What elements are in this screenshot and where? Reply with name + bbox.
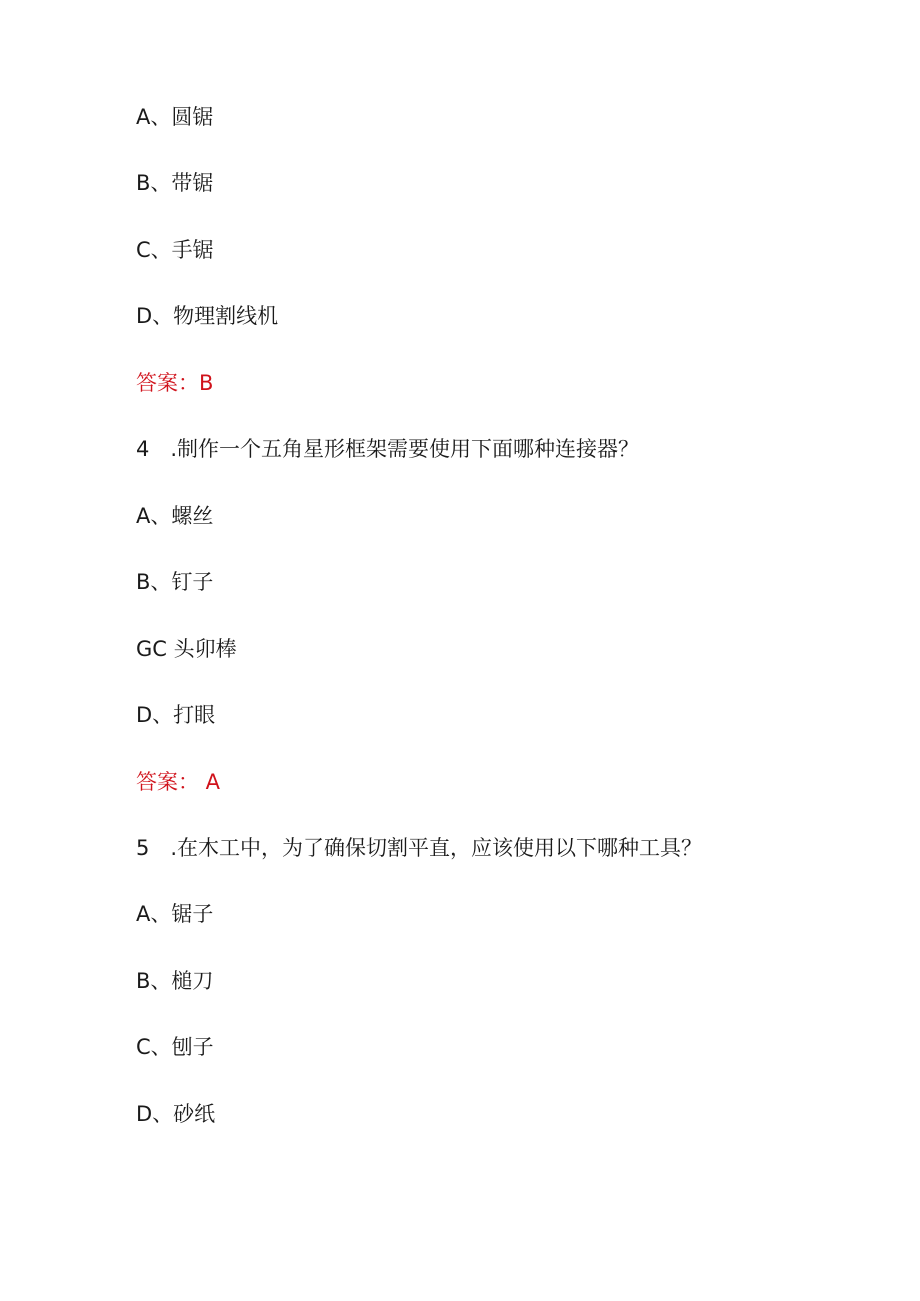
q5-option-a: A、锯子 [136,902,214,926]
q4-answer: 答案： A [136,770,221,794]
q4-question: 4 .制作一个五角星形框架需要使用下面哪种连接器？ [136,437,640,461]
q3-option-a: A、圆锯 [136,105,214,129]
q4-option-c: GC 头卯棒 [136,637,237,661]
q4-option-a: A、螺丝 [136,504,214,528]
q5-option-b: B、槌刀 [136,969,214,993]
q3-option-c: C、手锯 [136,238,214,262]
q3-answer: 答案：B [136,371,214,395]
q4-option-b: B、钉子 [136,570,214,594]
q3-option-b: B、带锯 [136,171,214,195]
q5-question: 5 .在木工中，为了确保切割平直，应该使用以下哪种工具？ [136,836,703,860]
q3-option-d: D、物理割线机 [136,304,279,328]
q5-option-c: C、刨子 [136,1035,214,1059]
q4-option-d: D、打眼 [136,703,216,727]
q5-option-d: D、砂纸 [136,1102,216,1126]
